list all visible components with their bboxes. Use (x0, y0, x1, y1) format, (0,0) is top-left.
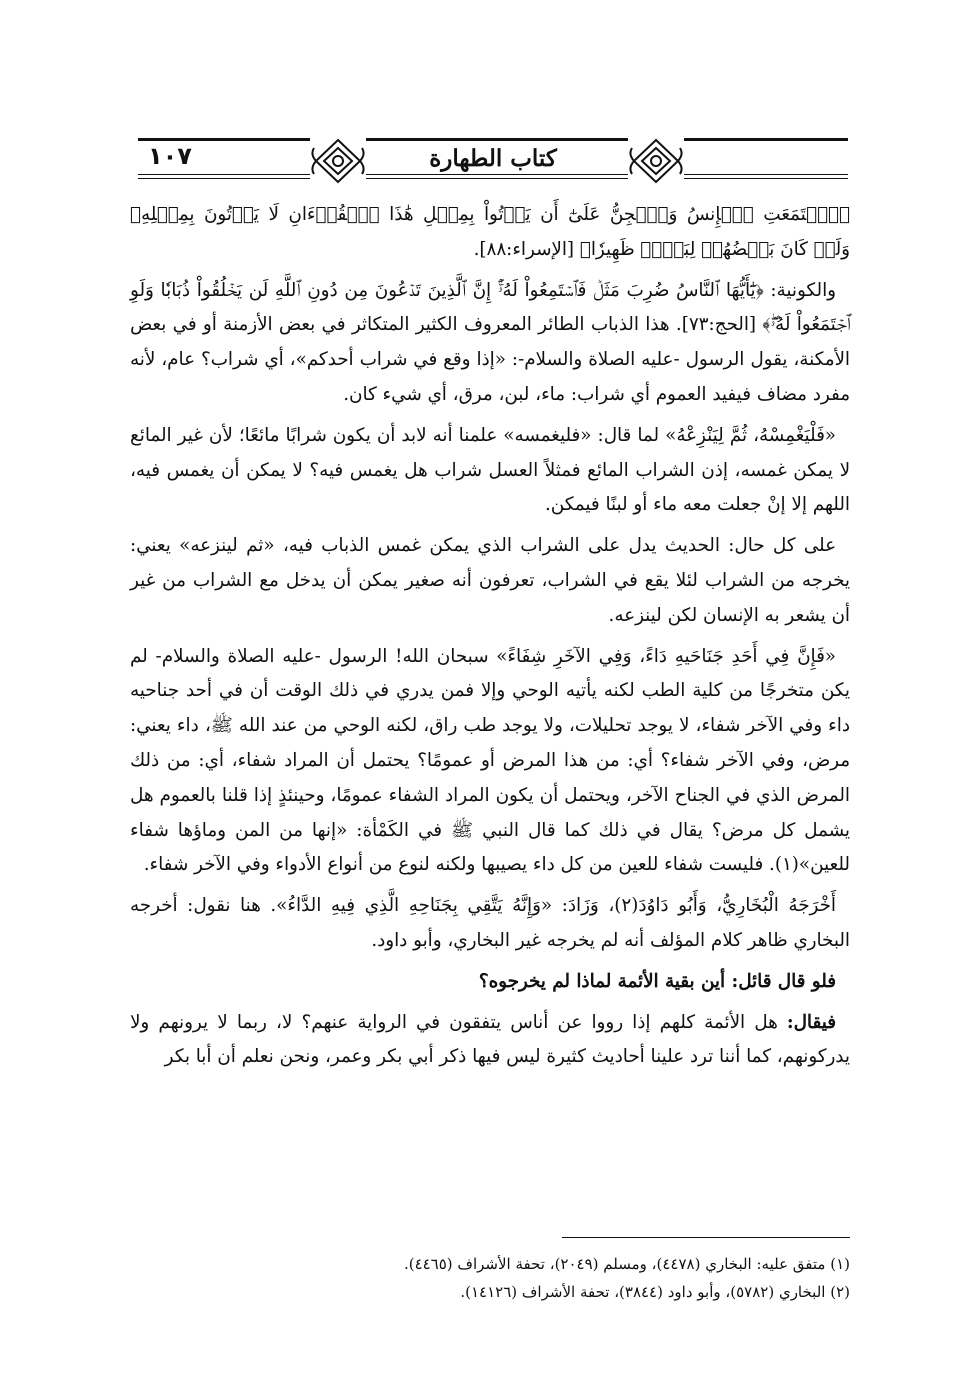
paragraph-lead: فيقال: (786, 1011, 836, 1033)
paragraph-text: هل الأئمة كلهم إذا رووا عن أناس يتفقون في الرواية عنهم؟ لا، ربما لا يرونهم ولا يدركونهم، كما أننا ترد علينا أحاديث كثيرة ليس فيها ذكر أبي بكر وعمر، ونحن نعلم أن أبا بكر (130, 1011, 850, 1068)
main-text (130, 198, 850, 1081)
footnote: (٢) البخاري (٥٧٨٢)، وأبو داود (٣٨٤٤)، تحفة الأشراف (١٤١٢٦). (460, 1283, 850, 1301)
paragraph: أَخْرَجَهُ الْبُخَارِيُّ، وَأَبُو دَاوُدَ(٢)، وَزَادَ: «وَإِنَّهُ يَتَّقِي بِجَنَاحِهِ الَّذِي فِيهِ الدَّاءُ». هنا نقول: أخرجه البخاري ظاهر كلام المؤلف أنه لم يخرجه غير البخاري، وأبو داود. (130, 895, 850, 951)
book-title: كتاب الطهارة (388, 145, 598, 172)
paragraph: «فَلْيَغْمِسْهُ، ثُمَّ لِيَنْزِعْهُ» لما قال: «فليغمسه» علمنا أنه لابد أن يكون شرابًا مائعًا؛ لأن غير المائع لا يمكن غمسه، إذن الشراب المائع فمثلاً العسل شراب هل يغمس فيه؟ لا يمكن أن يغمس فيه، اللهم إلا إنْ جعلت معه ماء أو لبنًا فيمكن. (130, 424, 850, 516)
footnote-divider (562, 1237, 850, 1238)
floral-ornament-icon (628, 136, 684, 186)
paragraph: «فَإِنَّ فِي أَحَدِ جَنَاحَيهِ دَاءً، وَفِي الآخَرِ شِفَاءً» سبحان الله! الرسول -عليه الصلاة والسلام- لم يكن متخرجًا من كلية الطب لكنه يأتيه الوحي وإلا فمن يدري في ذلك الوقت أن في أحد جناحيه داء وفي الآخر شفاء، لا يوجد تحليلات، ولا يوجد طب راق، لكنه الوحي من عند الله ﷺ، داء يعني: مرض، وفي الآخر شفاء؟ أي: من هذا المرض أو عمومًا؟ يحتمل أن المراد شفاء، أي: من ذلك المرض الذي في الجناح الآخر، ويحتمل أن يكون المراد الشفاء عمومًا، وحينئذٍ إذا قلنا بالعموم هل يشمل كل مرض؟ يقال في ذلك كما قال النبي ﷺ في الكَمْأة: «إنها من المن وماؤها شفاء للعين»(١). فليست شفاء للعين من كل داء يصيبها ولكنه لنوع من أنواع الأدواء وفي الآخر شفاء. (130, 645, 850, 876)
paragraph: ﴿ٱجۡتَمَعَتِ ٱلۡإِنسُ وَٱلۡجِنُّ عَلَىٰٓ أَن يَأۡتُواْ بِمِثۡلِ هَٰذَا ٱلۡقُرۡءَانِ لَا يَأۡتُونَ بِمِثۡلِهِۦ وَلَوۡ كَانَ بَعۡضُهُمۡ لِبَعۡضٖ ظَهِيرٗا﴾ [الإسراء:٨٨]. (130, 204, 850, 260)
page-number: ١٠٧ (142, 142, 198, 170)
floral-ornament-icon (310, 136, 366, 186)
paragraph (130, 1006, 850, 1076)
paragraph: على كل حال: الحديث يدل على الشراب الذي يمكن غمس الذباب فيه، «ثم لينزعه» يعني: يخرجه من الشراب لئلا يقع في الشراب، تعرفون أنه صغير يمكن أن يدخل مع الشراب من غير أن يشعر به الإنسان لكن لينزعه. (130, 535, 850, 626)
paragraph: فلو قال قائل: أين بقية الأئمة لماذا لم يخرجوه؟ (478, 970, 836, 992)
header-rule (138, 178, 848, 179)
header-rule (138, 174, 848, 175)
footnotes (130, 1250, 850, 1306)
page-header (138, 134, 848, 192)
header-rule (138, 138, 848, 141)
paragraph: والكونية: ﴿يَٰٓأَيُّهَا ٱلنَّاسُ ضُرِبَ مَثَلٞ فَٱسۡتَمِعُواْ لَهُۥٓۚ إِنَّ ٱلَّذِينَ تَدۡعُونَ مِن دُونِ ٱللَّهِ لَن يَخۡلُقُواْ ذُبَابٗا وَلَوِ ٱجۡتَمَعُواْ لَهُۥۖ﴾ [الحج:٧٣]. هذا الذباب الطائر المعروف الكثير المتكاثر في بعض الأزمنة أو في بعض الأمكنة، يقول الرسول -عليه الصلاة والسلام-: «إذا وقع في شراب أحدكم»، أي شراب؟ عام، لأنه مفرد مضاف فيفيد العموم أي شراب: ماء، لبن، مرق، أي شيء كان. (130, 279, 851, 405)
footnote: (١) متفق عليه: البخاري (٤٤٧٨)، ومسلم (٢٠٤٩)، تحفة الأشراف (٤٤٦٥). (403, 1255, 850, 1273)
